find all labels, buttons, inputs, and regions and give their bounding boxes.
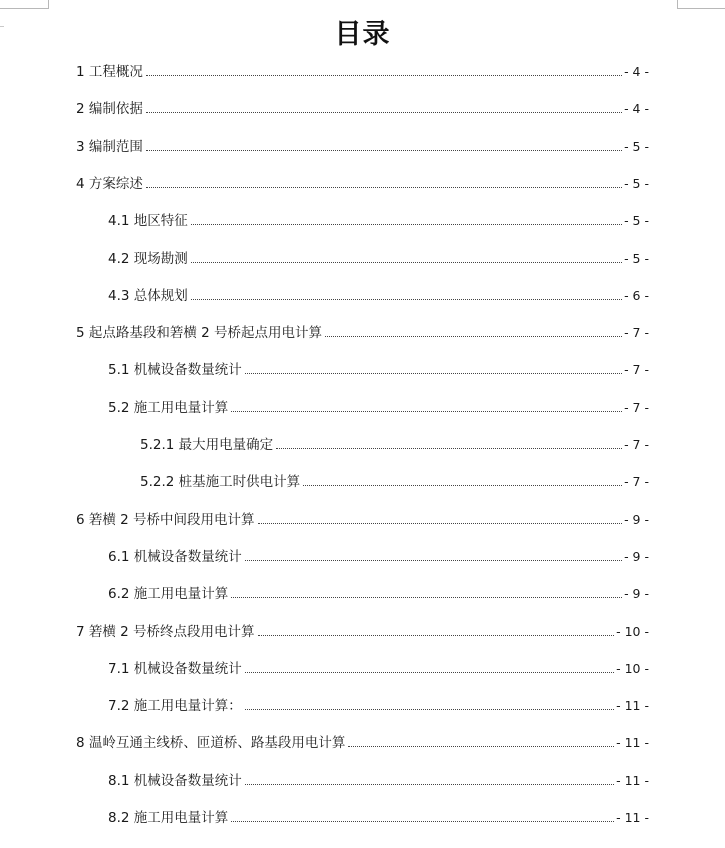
toc-page-number: - 5 - [624, 175, 649, 191]
toc-dot-leader [146, 187, 622, 188]
toc-dot-leader [245, 672, 614, 673]
toc-entry-text: 7.2 施工用电量计算： [108, 698, 242, 715]
toc-entry[interactable] [108, 807, 649, 829]
toc-dot-leader [303, 485, 622, 486]
toc-dot-leader [258, 635, 615, 636]
toc-page-number: - 6 - [624, 287, 649, 303]
toc-page-number: - 5 - [624, 138, 649, 154]
toc-dot-leader [231, 411, 622, 412]
toc-dot-leader [245, 709, 614, 710]
toc-entry[interactable] [76, 136, 649, 158]
toc-dot-leader [231, 597, 622, 598]
toc-entry[interactable] [108, 248, 649, 270]
toc-entry[interactable] [108, 658, 649, 680]
toc-dot-leader [325, 336, 622, 337]
toc-entry-text: 4.3 总体规划 [108, 287, 188, 304]
toc-page-number: - 9 - [624, 511, 649, 527]
toc-entry[interactable] [108, 359, 649, 381]
toc-entry[interactable] [108, 695, 649, 717]
toc-entry-text: 3 编制范围 [76, 138, 143, 155]
toc-entry-text: 5.2 施工用电量计算 [108, 399, 229, 416]
toc-page-number: - 7 - [624, 474, 649, 490]
toc-entry[interactable] [76, 98, 649, 120]
toc-entry-text: 4 方案综述 [76, 175, 143, 192]
toc-page-number: - 4 - [624, 64, 649, 79]
toc-entry-text: 7 箬横 2 号桥终点段用电计算 [76, 623, 255, 640]
toc-entry[interactable] [76, 509, 649, 531]
toc-entry[interactable] [76, 173, 649, 195]
toc-page-number: - 4 - [624, 101, 649, 117]
toc-page-number: - 11 - [616, 810, 649, 825]
toc-dot-leader [146, 75, 622, 76]
toc-page-number: - 11 - [616, 772, 649, 788]
toc-entry-text: 2 编制依据 [76, 101, 143, 118]
toc-page-number: - 10 - [616, 623, 649, 639]
toc-title: 目录 [334, 19, 391, 50]
toc-dot-leader [146, 150, 622, 151]
toc-page-number: - 7 - [624, 325, 649, 341]
toc-entry[interactable] [140, 471, 649, 493]
toc-entry-text: 5.2.2 桩基施工时供电计算 [140, 474, 301, 491]
toc-entry-text: 8 温岭互通主线桥、匝道桥、路基段用电计算 [76, 735, 346, 752]
toc-entry[interactable] [76, 732, 649, 754]
toc-page-number: - 5 - [624, 213, 649, 229]
toc-entry[interactable] [76, 61, 649, 83]
toc-entry-text: 6.2 施工用电量计算 [108, 586, 229, 603]
toc-dot-leader [245, 373, 622, 374]
toc-page-number: - 11 - [616, 698, 649, 714]
toc-page-number: - 7 - [624, 437, 649, 452]
toc-page-number: - 5 - [624, 250, 649, 266]
toc-entry-text: 5 起点路基段和箬横 2 号桥起点用电计算 [76, 325, 323, 342]
toc-entry-text: 6.1 机械设备数量统计 [108, 548, 242, 565]
toc-page-number: - 9 - [624, 586, 649, 602]
toc-entry[interactable] [76, 621, 649, 643]
toc-entry[interactable] [108, 397, 649, 419]
toc-entry[interactable] [108, 770, 649, 792]
toc-page-number: - 11 - [616, 735, 649, 751]
toc-entry[interactable] [140, 434, 649, 456]
toc-dot-leader [191, 262, 622, 263]
toc-entry[interactable] [108, 583, 649, 605]
toc-entry-text: 7.1 机械设备数量统计 [108, 660, 242, 677]
toc-entry-text: 5.2.1 最大用电量确定 [140, 437, 274, 453]
toc-dot-leader [191, 224, 622, 225]
toc-dot-leader [258, 523, 623, 524]
toc-entry-text: 1 工程概况 [76, 64, 143, 80]
toc-page-number: - 9 - [624, 548, 649, 564]
toc-entry[interactable] [76, 322, 649, 344]
toc-entry-text: 8.2 施工用电量计算 [108, 810, 229, 826]
toc-entry[interactable] [108, 210, 649, 232]
toc-entry-text: 4.1 地区特征 [108, 213, 188, 230]
toc-entry-text: 6 箬横 2 号桥中间段用电计算 [76, 511, 255, 528]
toc-entry-text: 4.2 现场勘测 [108, 250, 188, 267]
toc-page-number: - 7 - [624, 399, 649, 415]
toc-entry[interactable] [108, 285, 649, 307]
toc-dot-leader [231, 821, 614, 822]
toc-dot-leader [348, 746, 614, 747]
toc-dot-leader [245, 560, 622, 561]
toc-page-number: - 7 - [624, 362, 649, 378]
toc-dot-leader [191, 299, 622, 300]
toc-dot-leader [146, 112, 622, 113]
toc-entry[interactable] [108, 546, 649, 568]
toc-entry-text: 5.1 机械设备数量统计 [108, 362, 242, 379]
toc-dot-leader [276, 448, 622, 449]
toc-dot-leader [245, 784, 614, 785]
toc-page-number: - 10 - [616, 660, 649, 676]
toc-entry-text: 8.1 机械设备数量统计 [108, 772, 242, 789]
